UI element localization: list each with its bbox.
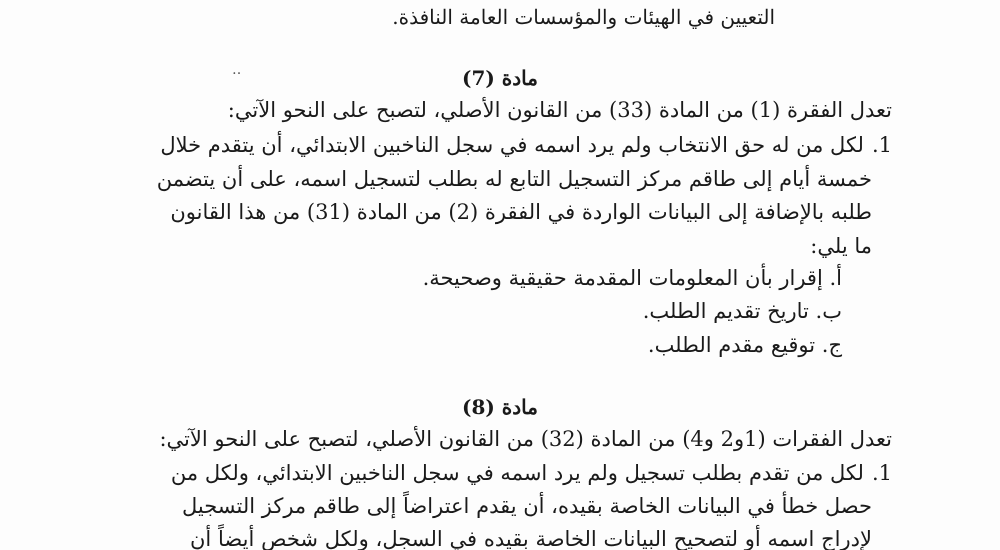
article-7-sub-item-a: أ. إقرار بأن المعلومات المقدمة حقيقية وصحيحة. — [422, 266, 842, 290]
article-8-intro: تعدل الفقرات (1و2 و4) من المادة (32) من القانون الأصلي، لتصبح على النحو الآتي: — [159, 427, 892, 451]
article-8-heading: مادة (8) — [461, 395, 538, 419]
article-7-item-1-number: 1. — [871, 133, 892, 157]
article-7-sub-item-b: ب. تاريخ تقديم الطلب. — [642, 299, 842, 323]
article-7-heading: مادة (7) — [461, 66, 538, 90]
article-7-item-1-text-1: لكل من له حق الانتخاب ولم يرد اسمه في سجل الناخبين الابتدائي، أن يتقدم خلال — [160, 133, 864, 157]
article-8-item-1-number: 1. — [871, 461, 892, 485]
article-7-item-1-line-3: طلبه بالإضافة إلى البيانات الواردة في الفقرة (2) من المادة (31) من هذا القانون — [170, 200, 872, 224]
article-7-intro: تعدل الفقرة (1) من المادة (33) من القانون الأصلي، لتصبح على النحو الآتي: — [227, 98, 892, 122]
article-8-item-1-line-2: حصل خطأ في البيانات الخاصة بقيده، أن يقدم اعتراضاً إلى طاقم مركز التسجيل — [181, 494, 872, 518]
article-7-item-1-line-4: ما يلي: — [810, 234, 872, 258]
top-line-text: التعيين في الهيئات والمؤسسات العامة النافذة. — [392, 5, 775, 29]
article-8-item-1-line-3: لإدراج اسمه أو لتصحيح البيانات الخاصة بقيده في السجل، ولكل شخص أيضاً أن — [190, 527, 872, 550]
article-8-item-1-text-1: لكل من تقدم بطلب تسجيل ولم يرد اسمه في سجل الناخبين الابتدائي، ولكل من — [170, 461, 864, 485]
scan-speck: ‥ — [232, 62, 244, 78]
article-7-item-1-line-2: خمسة أيام إلى طاقم مركز التسجيل التابع له بطلب لتسجيل اسمه، على أن يتضمن — [156, 167, 872, 191]
article-7-item-1-line-1 — [160, 130, 892, 160]
article-8-item-1-line-1 — [170, 458, 892, 488]
article-7-sub-item-c: ج. توقيع مقدم الطلب. — [647, 333, 842, 357]
